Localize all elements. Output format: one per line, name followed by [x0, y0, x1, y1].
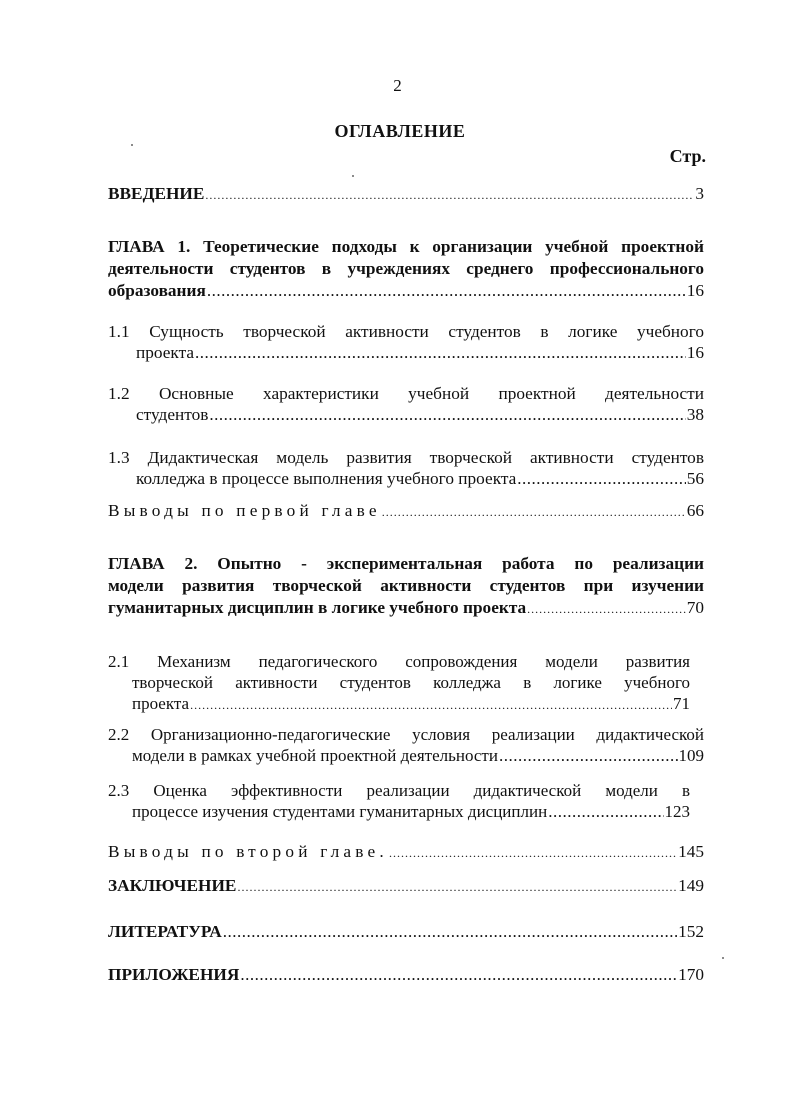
- toc-entry-label: проекта: [132, 694, 190, 713]
- leader-dots: [190, 695, 672, 716]
- toc-entry-final: [108, 875, 704, 898]
- toc-entry-conclusion2: [108, 841, 704, 864]
- toc-entry-label: Выводы по второй главе.: [108, 842, 388, 861]
- toc-title: ОГЛАВЛЕНИЕ: [334, 121, 466, 141]
- page-column-label: Стр.: [669, 146, 706, 166]
- leader-dots: [382, 501, 686, 523]
- leader-dots: [240, 964, 677, 986]
- toc-entry-page: 16: [686, 343, 704, 362]
- toc-entry-label: Выводы по первой главе: [108, 501, 381, 520]
- leader-dots: [499, 745, 678, 766]
- leader-dots: [195, 342, 686, 363]
- leader-dots: [237, 876, 677, 898]
- leader-dots: [527, 598, 686, 620]
- leader-dots: [517, 468, 685, 489]
- toc-entry-1-1: [108, 321, 704, 363]
- toc-entry-2-1: [108, 651, 690, 716]
- toc-entry-appendices: [108, 964, 704, 986]
- toc-entry-line: деятельности студентов в учреждениях среднего профессионального: [108, 259, 704, 278]
- toc-entry-label: ВВЕДЕНИЕ: [108, 184, 205, 203]
- toc-entry-label: проекта: [136, 343, 195, 362]
- scan-speck: [352, 175, 354, 177]
- toc-entry-line: 2.1 Механизм педагогического сопровождения модели развития: [108, 652, 690, 671]
- toc-entry-line: модели развития творческой активности студентов при изучении: [108, 576, 704, 595]
- toc-entry-chapter1: [108, 236, 704, 302]
- toc-entry-label: образования: [108, 281, 206, 300]
- toc-entry-label: модели в рамках учебной проектной деятельности: [132, 746, 498, 765]
- scan-speck: [722, 957, 724, 959]
- leader-dots: [209, 404, 685, 425]
- leader-dots: [207, 280, 686, 302]
- toc-entry-page: 123: [664, 802, 690, 821]
- toc-entry-page: 56: [686, 469, 704, 488]
- toc-entry-page: 109: [678, 746, 704, 765]
- leader-dots: [223, 921, 677, 943]
- toc-entry-page: 145: [678, 842, 704, 861]
- toc-entry-line: ГЛАВА 2. Опытно - экспериментальная работа по реализации: [108, 554, 704, 573]
- toc-entry-label: гуманитарных дисциплин в логике учебного проекта: [108, 598, 527, 617]
- toc-entry-line: творческой активности студентов колледжа в логике учебного: [132, 673, 690, 692]
- scan-speck: [131, 144, 133, 146]
- toc-entry-references: [108, 921, 704, 943]
- leader-dots: [205, 184, 694, 206]
- toc-entry-page: 3: [695, 184, 704, 203]
- toc-entry-label: ЗАКЛЮЧЕНИЕ: [108, 876, 237, 895]
- leader-dots: [548, 801, 663, 822]
- toc-entry-2-3: [108, 780, 690, 822]
- toc-entry-1-3: [108, 447, 704, 489]
- toc-entry-line: 2.2 Организационно-педагогические условия реализации дидактической: [108, 725, 704, 744]
- toc-entry-label: процессе изучения студентами гуманитарных дисциплин: [132, 802, 548, 821]
- toc-entry-page: 170: [678, 965, 704, 984]
- toc-entry-chapter2: [108, 553, 704, 620]
- toc-entry-page: 16: [686, 281, 704, 300]
- toc-entry-1-2: [108, 383, 704, 425]
- toc-entry-page: 38: [686, 405, 704, 424]
- toc-entry-label: ЛИТЕРАТУРА: [108, 922, 222, 941]
- toc-entry-page: 70: [686, 598, 704, 617]
- toc-entry-line: 1.3 Дидактическая модель развития творческой активности студентов: [108, 448, 704, 467]
- toc-entry-label: студентов: [136, 405, 209, 424]
- toc-entry-page: 71: [673, 694, 690, 713]
- toc-entry-conclusion1: [108, 500, 704, 523]
- toc-entry-intro: [108, 183, 704, 206]
- leader-dots: [389, 842, 677, 864]
- toc-entry-page: 149: [678, 876, 704, 895]
- toc-entry-2-2: [108, 724, 704, 766]
- toc-entry-page: 66: [686, 501, 704, 520]
- page-number: 2: [393, 76, 402, 95]
- toc-entry-line: 2.3 Оценка эффективности реализации дидактической модели в: [108, 781, 690, 800]
- toc-entry-page: 152: [678, 922, 704, 941]
- toc-entry-label: колледжа в процессе выполнения учебного проекта: [136, 469, 517, 488]
- toc-entry-line: ГЛАВА 1. Теоретические подходы к организации учебной проектной: [108, 237, 704, 256]
- toc-entry-label: ПРИЛОЖЕНИЯ: [108, 965, 240, 984]
- toc-entry-line: 1.1 Сущность творческой активности студентов в логике учебного: [108, 322, 704, 341]
- toc-entry-line: 1.2 Основные характеристики учебной проектной деятельности: [108, 384, 704, 403]
